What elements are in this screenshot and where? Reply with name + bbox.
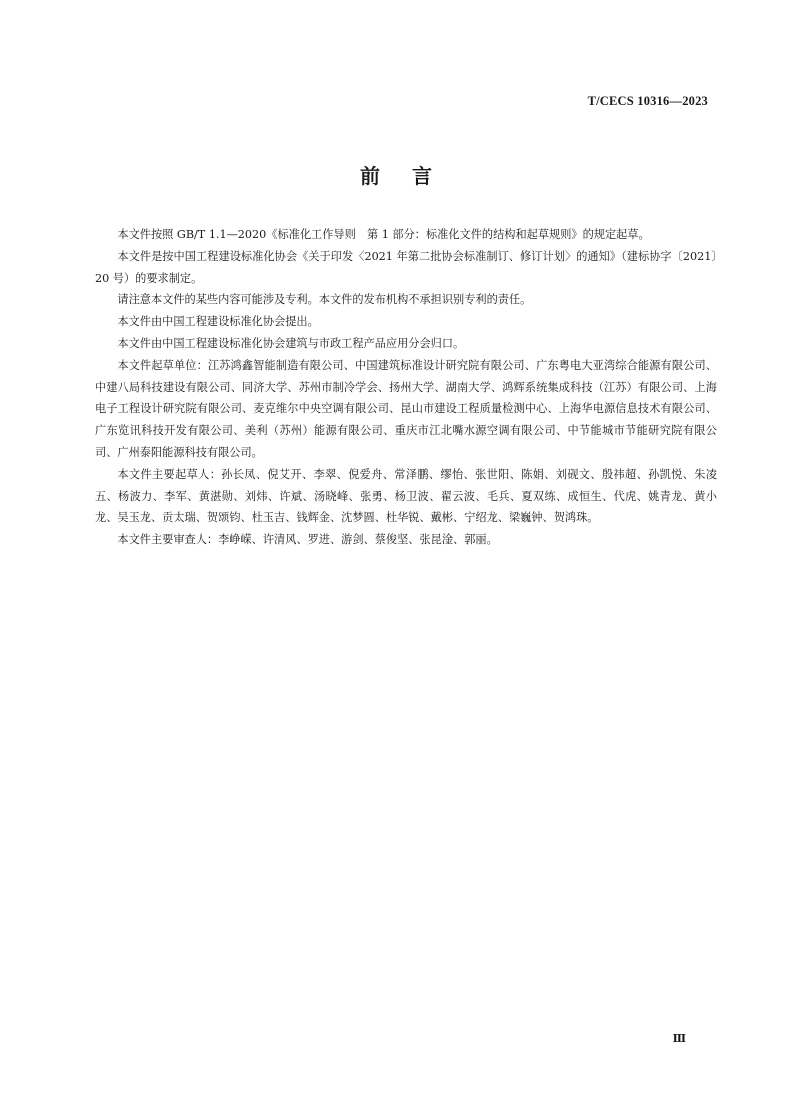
standard-code: T/CECS 10316—2023 (587, 94, 708, 108)
page-title: 前言 (360, 164, 464, 188)
paragraph-drafting-units: 本文件起草单位：江苏鸿鑫智能制造有限公司、中国建筑标准设计研究院有限公司、广东粤电大亚湾综合能源有限公司、中建八局科技建设有限公司、同济大学、苏州市制冷学会、扬州大学、湖南大学、鸿辉系统集成科技（江苏）有限公司、上海电子工程设计研究院有限公司、麦克维尔中央空调有限公司、昆山市建设工程质量检测中心、上海华电源信息技术有限公司、广东览讯科技开发有限公司、美利（苏州）能源有限公司、重庆市江北嘴水源空调有限公司、中节能城市节能研究院有限公司、广州泰阳能源科技有限公司。 (95, 358, 717, 459)
paragraph-plan-notice: 本文件是按中国工程建设标准化协会《关于印发〈2021 年第二批协会标准制订、修订计划〉的通知》（建标协字〔2021〕20 号）的要求制定。 (95, 249, 717, 285)
paragraph-reviewers: 本文件主要审查人：李峥嵘、许清风、罗进、游剑、蔡俊坚、张昆淦、郭丽。 (117, 533, 498, 547)
foreword-body (95, 224, 717, 551)
paragraph-drafting-rules: 本文件按照 GB/T 1.1—2020《标准化工作导则 第 1 部分：标准化文件的结构和起草规则》的规定起草。 (117, 228, 650, 241)
paragraph-drafters: 本文件主要起草人：孙长凤、倪艾开、李翠、倪爱舟、常泽鹏、缪怡、张世阳、陈娟、刘砚文、殷祎超、孙凯悦、朱凌五、杨波力、李军、黄湛勋、刘炜、许斌、汤晓峰、张勇、杨卫波、翟云波、毛兵、夏双练、成恒生、代虎、姚青龙、黄小龙、吴玉龙、贡太瑞、贺颂钧、杜玉吉、钱辉金、沈梦圆、杜华锐、戴彬、宁绍龙、梁巍钟、贺鸿珠。 (95, 467, 717, 525)
page-number: Ⅲ (672, 1033, 686, 1045)
paragraph-patent-notice: 请注意本文件的某些内容可能涉及专利。本文件的发布机构不承担识别专利的责任。 (117, 293, 532, 307)
paragraph-responsible-unit: 本文件由中国工程建设标准化协会建筑与市政工程产品应用分会归口。 (117, 336, 465, 350)
paragraph-proposer: 本文件由中国工程建设标准化协会提出。 (117, 315, 319, 329)
